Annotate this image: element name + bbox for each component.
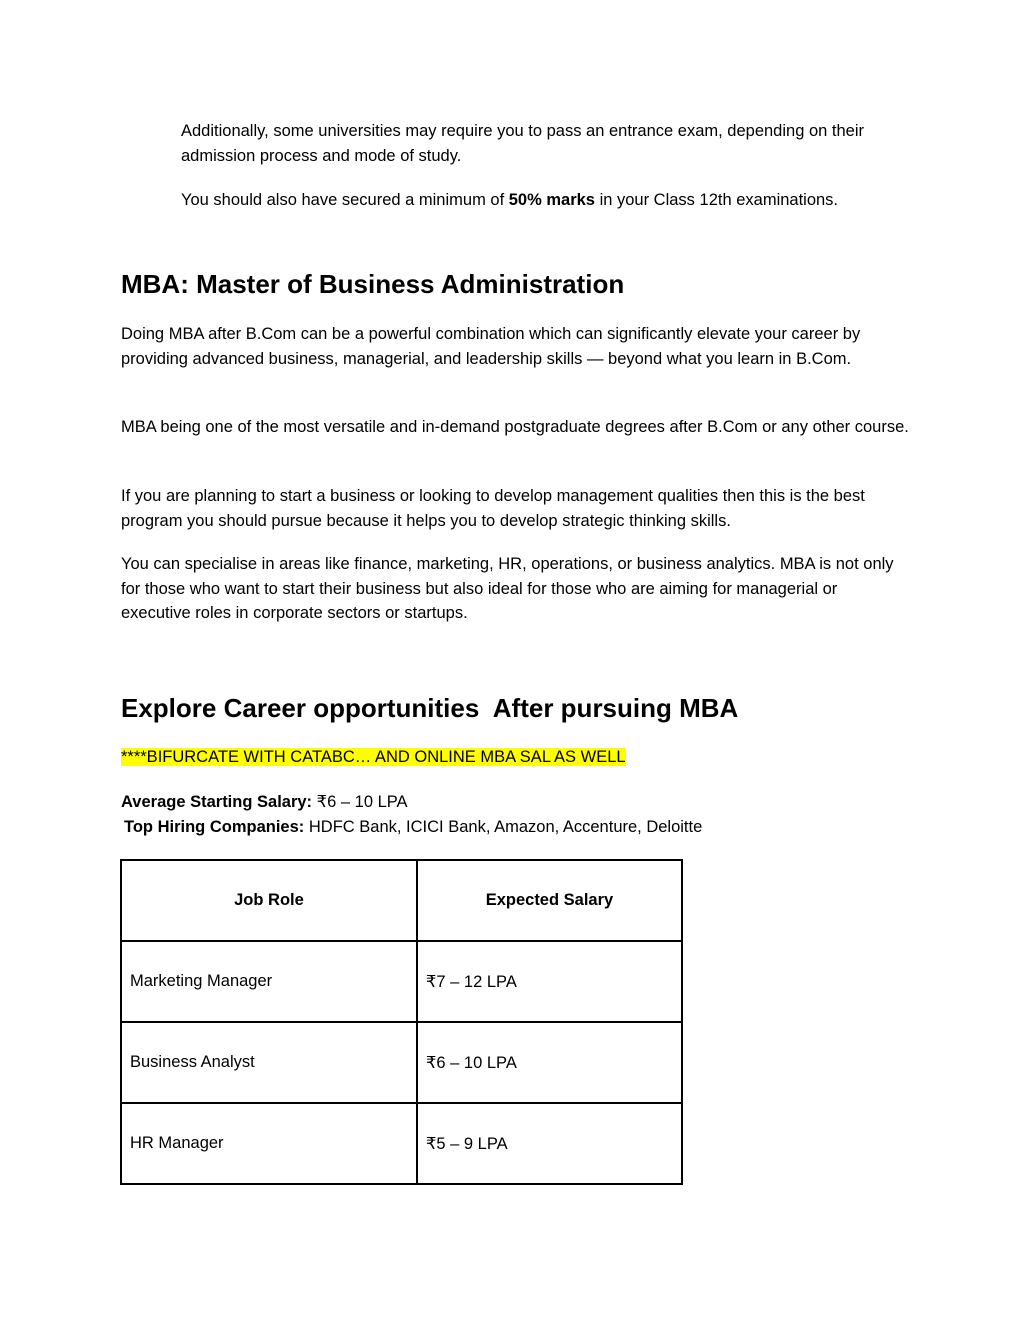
table-row: [121, 1022, 682, 1103]
average-salary-value: ₹6 – 10 LPA: [312, 793, 408, 811]
table-header-row: [121, 860, 682, 941]
job-role-cell: Marketing Manager: [121, 941, 417, 1022]
header-job-role: Job Role: [121, 860, 417, 941]
salary-cell: ₹6 – 10 LPA: [417, 1022, 682, 1103]
career-section-heading: Explore Career opportunities After pursuing MBA: [121, 693, 739, 723]
job-role-cell: HR Manager: [121, 1103, 417, 1184]
minimum-marks-text-after: in your Class 12th examinations.: [594, 191, 839, 209]
intro-paragraph-minimum-marks: [181, 188, 911, 213]
highlighted-note-text: ****BIFURCATE WITH CATABC… AND ONLINE MBA SAL AS WELL: [121, 748, 626, 766]
average-salary-label: Average Starting Salary:: [121, 793, 313, 811]
mba-paragraph-2: MBA being one of the most versatile and in-demand postgraduate degrees after B.Com or any other course.: [121, 418, 909, 436]
average-salary-line: [121, 790, 911, 815]
job-role-cell: Business Analyst: [121, 1022, 417, 1103]
top-hiring-value: HDFC Bank, ICICI Bank, Amazon, Accenture, Deloitte: [304, 818, 703, 836]
top-hiring-line: [124, 815, 914, 840]
intro-paragraph-entrance-exam: Additionally, some universities may require you to pass an entrance exam, depending on their admission process and mode of study.: [181, 122, 864, 165]
header-expected-salary: Expected Salary: [417, 860, 682, 941]
salary-table: [120, 859, 683, 1185]
minimum-marks-text-before: You should also have secured a minimum of: [181, 191, 509, 209]
table-row: [121, 1103, 682, 1184]
mba-paragraph-3: If you are planning to start a business or looking to develop management qualities then this is the best program you should pursue because it helps you to develop strategic thinking skills.: [121, 487, 865, 530]
salary-cell: ₹5 – 9 LPA: [417, 1103, 682, 1184]
table-row: [121, 941, 682, 1022]
mba-paragraph-1: Doing MBA after B.Com can be a powerful combination which can significantly elevate your career by providing advanced business, managerial, and leadership skills — beyond what you learn in B.Com.: [121, 325, 861, 368]
mba-section-heading: MBA: Master of Business Administration: [121, 269, 625, 299]
salary-cell: ₹7 – 12 LPA: [417, 941, 682, 1022]
minimum-marks-bold: 50% marks: [508, 191, 595, 209]
highlight-note: [121, 745, 911, 770]
mba-paragraph-4: You can specialise in areas like finance, marketing, HR, operations, or business analytics. MBA is not only for those who want to start their business but also ideal for those who are aiming for managerial or executive roles in corporate sectors or startups.: [121, 555, 894, 622]
top-hiring-label: Top Hiring Companies:: [124, 818, 305, 836]
